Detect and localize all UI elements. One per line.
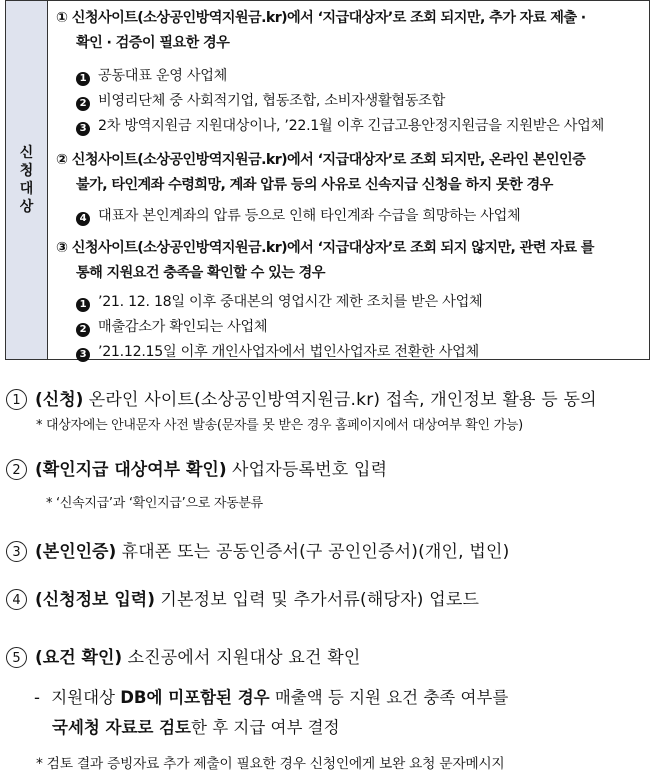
step-description: 사업자등록번호 입력 — [232, 460, 388, 480]
step-title: (본인인증) — [35, 542, 117, 562]
step-2 — [6, 455, 387, 480]
step-number-icon: 4 — [6, 589, 27, 610]
step-description: 휴대폰 또는 공동인증서(구 공인인증서)(개인, 법인) — [121, 542, 510, 562]
number-bullet-icon: 1 — [76, 298, 90, 312]
step-5-detail-line2: 국세청 자료로 검토한 후 지급 여부 결정 — [52, 718, 340, 737]
step-5-note: * 검토 결과 증빙자료 추가 제출이 필요한 경우 신청인에게 보완 요청 문자메시지 — [36, 756, 505, 772]
list-item: 1 공동대표 운영 사업체 — [76, 65, 227, 86]
step-description: 소진공에서 지원대상 요건 확인 — [127, 648, 361, 668]
number-bullet-icon: 2 — [76, 97, 90, 111]
step-title: (신청) — [35, 390, 84, 410]
list-item: 2 비영리단체 중 사회적기업, 협동조합, 소비자생활협동조합 — [76, 90, 445, 111]
section-3-title-line2: 통해 지원요건 충족을 확인할 수 있는 경우 — [76, 265, 325, 281]
step-5 — [6, 643, 360, 668]
step-2-note: * ‘신속지급’과 ‘확인지급’으로 자동분류 — [46, 496, 263, 511]
section-2-title-line1: ② 신청사이트(소상공인방역지원금.kr)에서 ‘지급대상자’로 조회 되지만, 온라인 본인인증 — [56, 152, 586, 168]
step-title: (신청정보 입력) — [35, 590, 155, 610]
step-number-icon: 1 — [6, 389, 27, 410]
number-bullet-icon: 3 — [76, 348, 90, 362]
list-item: 3 ’21.12.15일 이후 개인사업자에서 법인사업자로 전환한 사업체 — [76, 341, 479, 362]
list-item: 2 매출감소가 확인되는 사업체 — [76, 316, 267, 337]
step-4 — [6, 585, 479, 610]
step-number-icon: 5 — [6, 647, 27, 668]
list-item: 4 대표자 본인계좌의 압류 등으로 인해 타인계좌 수급을 희망하는 사업체 — [76, 205, 520, 226]
step-title: (요건 확인) — [35, 648, 123, 668]
step-number-icon: 2 — [6, 459, 27, 480]
list-item: 3 2차 방역지원금 지원대상이나, ’22.1월 이후 긴급고용안정지원금을 지원받은 사업체 — [76, 115, 604, 136]
step-1-note: * 대상자에는 안내문자 사전 발송(문자를 못 받은 경우 홈페이지에서 대상여부 확인 가능) — [36, 418, 523, 433]
eligibility-label-cell — [6, 1, 48, 359]
section-2-title-line2: 불가, 타인계좌 수령희망, 계좌 압류 등의 사유로 신속지급 신청을 하지 못한 경우 — [76, 177, 553, 193]
step-description: 기본정보 입력 및 추가서류(해당자) 업로드 — [160, 590, 480, 610]
step-description: 온라인 사이트(소상공인방역지원금.kr) 접속, 개인정보 활용 등 동의 — [88, 390, 597, 410]
section-3-title-line1: ③ 신청사이트(소상공인방역지원금.kr)에서 ‘지급대상자’로 조회 되지 않지만, 관련 자료 를 — [56, 240, 594, 256]
step-number-icon: 3 — [6, 541, 27, 562]
step-1 — [6, 385, 597, 410]
section-1-title-line1: ① 신청사이트(소상공인방역지원금.kr)에서 ‘지급대상자’로 조회 되지만, 추가 자료 제출 · — [56, 10, 586, 26]
number-bullet-icon: 4 — [76, 212, 90, 226]
list-item: 1 ’21. 12. 18일 이후 중대본의 영업시간 제한 조치를 받은 사업체 — [76, 291, 482, 312]
section-1-title-line2: 확인 · 검증이 필요한 경우 — [76, 35, 230, 51]
number-bullet-icon: 3 — [76, 122, 90, 136]
number-bullet-icon: 2 — [76, 323, 90, 337]
step-3 — [6, 537, 509, 562]
step-title: (확인지급 대상여부 확인) — [35, 460, 227, 480]
eligibility-label: 신청대상 — [19, 145, 34, 215]
number-bullet-icon: 1 — [76, 72, 90, 86]
step-5-detail-line1: - 지원대상 DB에 미포함된 경우 매출액 등 지원 요건 충족 여부를 — [34, 688, 509, 707]
eligibility-box — [5, 0, 650, 360]
